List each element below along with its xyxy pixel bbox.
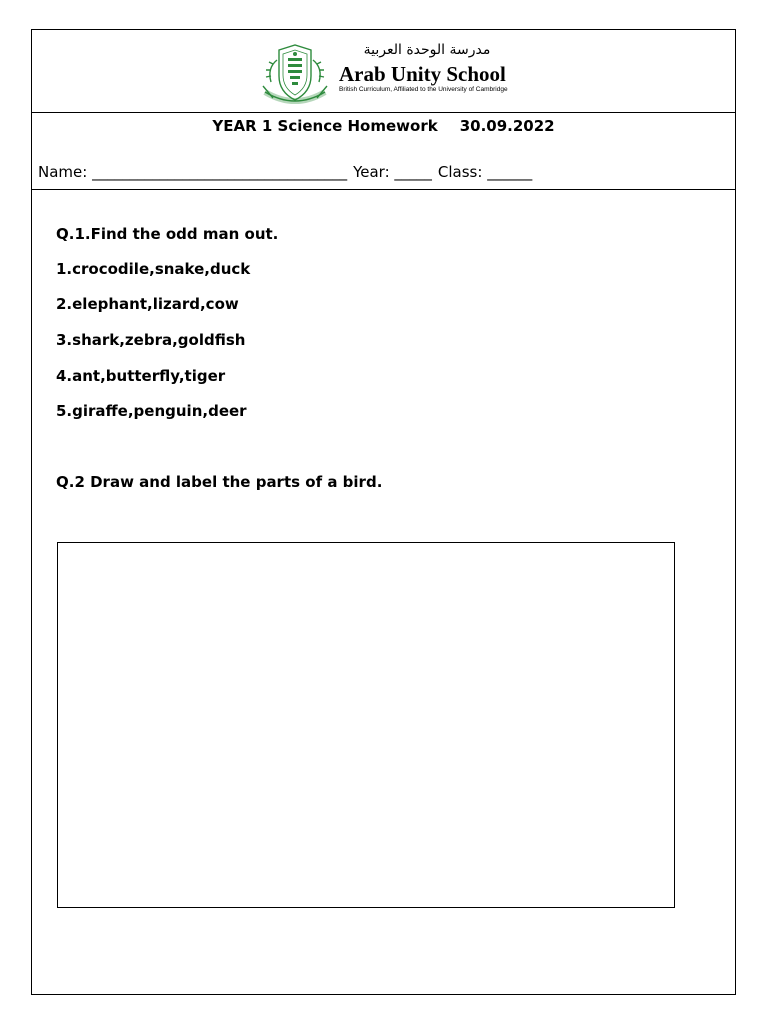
student-info-section bbox=[32, 113, 735, 190]
school-tagline: British Curriculum, Affiliated to the University of Cambridge bbox=[339, 86, 508, 93]
q1-item: 1.crocodile,snake,duck bbox=[56, 260, 251, 278]
school-crest-icon bbox=[259, 42, 331, 108]
q1-item: 2.elephant,lizard,cow bbox=[56, 295, 239, 313]
worksheet-title-row bbox=[32, 117, 735, 135]
school-arabic-name: مدرسة الوحدة العربية bbox=[363, 42, 491, 58]
year-field[interactable]: Year: _____ bbox=[353, 163, 432, 181]
class-field[interactable]: Class: ______ bbox=[437, 163, 533, 181]
school-name: Arab Unity School bbox=[339, 62, 506, 86]
drawing-area[interactable] bbox=[57, 542, 675, 908]
q2-prompt: Q.2 Draw and label the parts of a bird. bbox=[56, 473, 383, 491]
q1-item: 4.ant,butterfly,tiger bbox=[56, 367, 226, 385]
worksheet-page bbox=[31, 29, 736, 995]
school-header bbox=[32, 30, 735, 113]
q1-item: 3.shark,zebra,goldfish bbox=[56, 331, 246, 349]
worksheet-date: 30.09.2022 bbox=[459, 117, 555, 135]
student-details-row bbox=[38, 163, 532, 181]
q1-prompt: Q.1.Find the odd man out. bbox=[56, 225, 279, 243]
worksheet-title: YEAR 1 Science Homework bbox=[212, 117, 438, 135]
name-field[interactable]: Name: __________________________________ bbox=[38, 163, 348, 181]
q1-item: 5.giraffe,penguin,deer bbox=[56, 402, 247, 420]
